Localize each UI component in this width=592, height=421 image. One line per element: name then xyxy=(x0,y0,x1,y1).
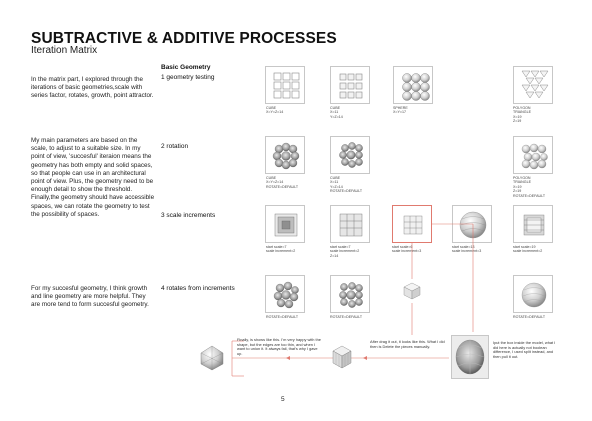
caption-r2c6: POLYGON TRIANGLE X=19 Z=19 ROTATE=DEFAULT xyxy=(513,176,546,198)
caption-r1c1: CUBE X=Y=Z=14 xyxy=(266,106,284,115)
flow-note-failed-union: Finally, is shows like this. I'm very happy with the shape, but the edges are too thin, and when I want to union it. It always fail, that's why I gave up. xyxy=(237,337,321,357)
page-subtitle: Iteration Matrix xyxy=(31,45,98,56)
caption-r3c1: start scale=7 scale increment=2 xyxy=(266,245,296,254)
intro-paragraph: In the matrix part, I explored through the iterations of basic geometries,scale with series factor, rotates, growth, point attractor. xyxy=(31,76,154,100)
matrix-heading: Basic Geometry xyxy=(161,64,211,71)
caption-r4c2: ROTATE=DEFAULT xyxy=(330,315,363,319)
caption-r3c6: start scale=19 scale increment=2 xyxy=(513,245,543,254)
conclusion-paragraph: For my succesful geometry, I think growth and line geometry are more helpful. They are more tend to form succesful geometry. xyxy=(31,285,149,309)
caption-r1c3: SPHERE X=Y=17 xyxy=(393,106,408,115)
manual-delete-image xyxy=(327,343,357,373)
page-number: 5 xyxy=(281,396,285,403)
split-model-image xyxy=(452,336,488,378)
caption-r1c6: POLYGON TRIANGLE X=19 Z=19 xyxy=(513,106,531,124)
row-label-rotates-from-increments: 4 rotates from increments xyxy=(161,285,235,292)
caption-r4c6: ROTATE=DEFAULT xyxy=(513,315,546,319)
split-model-panel xyxy=(451,335,489,379)
caption-r2c1: CUBE X=Y=Z=14 ROTATE=DEFAULT xyxy=(266,176,299,189)
parameters-paragraph: My main parameters are based on the scale, to adjust to a suitable size. In my point of view, 'succesful' iteraion means the geometry has both empty and solid spaces, so that people can use in an architectural point of view. Plus, the geometry need to be enough detail to show the threshold. Finally,the geometry should have accessible spaces, we can rotate the geometry to test the possibility of spaces. xyxy=(31,137,155,218)
caption-r4c1: ROTATE=DEFAULT xyxy=(266,315,299,319)
caption-r3c4: start scale=13 scale increment=3 xyxy=(452,245,482,254)
page-title: SUBTRACTIVE & ADDITIVE PROCESSES xyxy=(31,30,337,47)
caption-r3c3: start scale=6 scale increment=3 xyxy=(392,245,422,254)
row-label-scale-increments: 3 scale increments xyxy=(161,212,216,219)
caption-r1c2: CUBE X=11 Y=Z=14 xyxy=(330,106,343,119)
flow-note-manual-delete: After drag it out, it looks like this. What I did then is Delete the pieces manually. xyxy=(370,339,445,349)
flow-note-split: Iput the box inside the model, what I did here is actually not boolean difference, I used split instead, and then pull it out. xyxy=(493,340,556,360)
row-label-geometry-testing: 1 geometry testing xyxy=(161,74,215,81)
caption-r2c2: CUBE X=11 Y=Z=14 ROTATE=DEFAULT xyxy=(330,176,363,194)
row-label-rotation: 2 rotation xyxy=(161,143,189,150)
caption-r3c2: start scale=7 scale increment=2 Z=14 xyxy=(330,245,360,258)
failed-union-image xyxy=(198,344,226,372)
